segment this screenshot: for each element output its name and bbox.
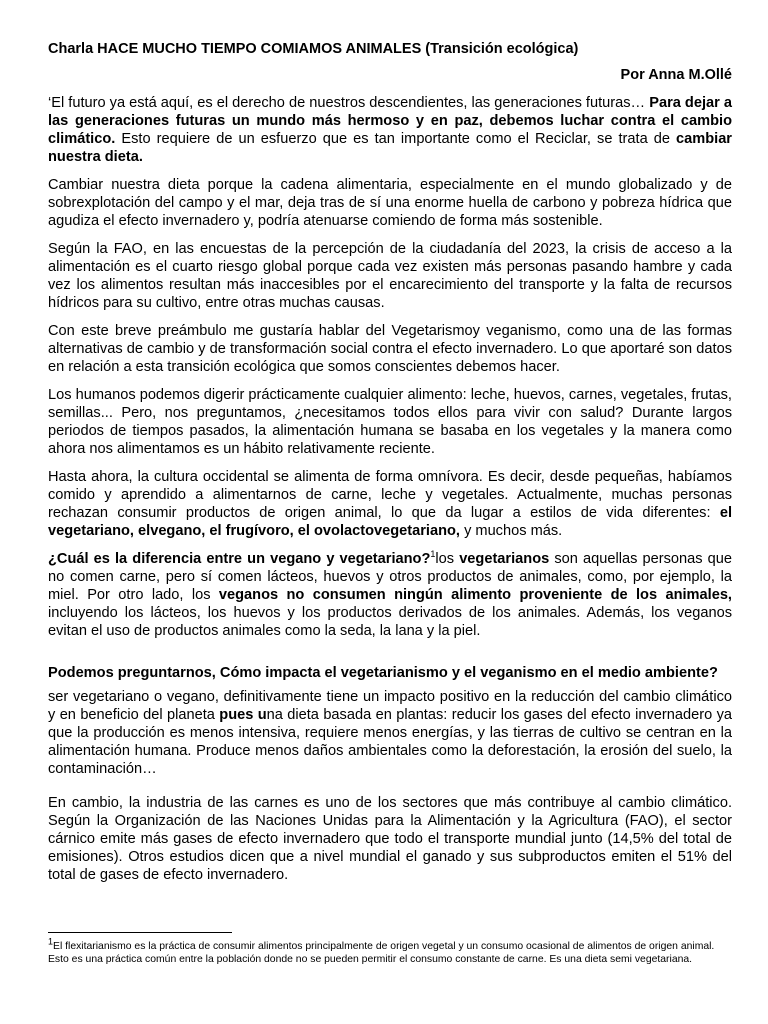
footnote [48, 936, 720, 966]
p7-question: ¿Cuál es la diferencia entre un vegano y vegetariano? [48, 551, 431, 567]
p1-text-c: Esto requiere de un esfuerzo que es tan importante como el Reciclar, se trata de [121, 131, 670, 147]
paragraph-6 [48, 468, 732, 540]
p7-bold-d: veganos no consumen ningún alimento proveniente de los animales, [218, 587, 732, 603]
paragraph-4: Con este breve preámbulo me gustaría hablar del Vegetarismoy veganismo, como una de las formas alternativas de cambio y de transformación social contra el efecto invernadero. Lo que aportaré son datos en relación a esta transición ecológica que somos conscientes debemos hacer. [48, 323, 732, 375]
p1-bold-b: Para dejar a las generaciones futuras un mundo más hermoso y en paz, debemos luchar contra el cambio climático. [48, 95, 732, 147]
p1-bold-d: cambiar nuestra dieta. [48, 131, 732, 165]
paragraph-7 [48, 550, 732, 640]
p6-text-a: Hasta ahora, la cultura occidental se alimenta de forma omnívora. Es decir, desde pequeñas, habíamos comido y aprendido a alimentarnos de carne, leche y vegetales. Actualmente, muchas personas rechazan consumir productos de origen animal, lo que da lugar a estilos de vida diferentes: [48, 469, 732, 521]
paragraph-9: En cambio, la industria de las carnes es uno de los sectores que más contribuye al cambio climático. Según la Organización de las Naciones Unidas para la Alimentación y la Agricultura (FAO), el sector cárnico emite más gases de efecto invernadero que todo el transporte mundial junto (14,5% del total de emisiones). Otros estudios dicen que a nivel mundial el ganado y sus subproductos emiten el 51% del total de gases de efecto invernadero. [48, 795, 732, 883]
author-line: Por Anna M.Ollé [620, 67, 732, 83]
paragraph-5: Los humanos podemos digerir prácticamente cualquier alimento: leche, huevos, carnes, vegetales, frutas, semillas... Pero, nos preguntamos, ¿necesitamos todos ellos para vivir con salud? Durante largos periodos de tiempos pasados, la alimentación humana se basaba en los vegetales y la manera como ahora nos alimentamos es un hábito relativamente reciente. [48, 387, 732, 457]
footnote-text: El flexitarianismo es la práctica de consumir alimentos principalmente de origen vegetal y un consumo ocasional de alimentos de origen animal. Esto es una práctica común entre la población donde no se pueden permitir el consumo constante de carne. Es una dieta semi vegetariana. [48, 941, 715, 965]
paragraph-3: Según la FAO, en las encuestas de la percepción de la ciudadanía del 2023, la crisis de acceso a la alimentación es el cuarto riesgo global porque cada vez existen más personas pasando hambre y cada vez los alimentos resultan más inaccesibles por el encarecimiento del transporte y la falta de recursos hídricos para su cultivo, entre otras muchas causas. [48, 241, 732, 311]
paragraph-8 [48, 688, 732, 778]
footnote-divider [48, 932, 232, 933]
p7-text-c: son aquellas personas que no comen carne, pero sí comen lácteos, huevos y otros productos de animales, como, por ejemplo, la miel. Por otro lado, los [48, 551, 732, 603]
document-body [48, 40, 732, 894]
p7-bold-b: vegetarianos [459, 551, 550, 567]
section-heading: Podemos preguntarnos, Cómo impacta el vegetarianismo y el veganismo en el medio ambiente? [48, 665, 718, 681]
p7-text-a: los [435, 551, 455, 567]
p6-bold-b: el vegetariano, elvegano, el frugívoro, el ovolactovegetariano, [48, 505, 732, 539]
paragraph-2: Cambiar nuestra dieta porque la cadena alimentaria, especialmente en el mundo globalizado y de sobrexplotación del campo y el mar, deja tras de sí una enorme huella de carbono y pobreza hídrica que agudiza el efecto invernadero y, podría atenuarse comiendo de forma más sostenible. [48, 177, 732, 229]
paragraph-1 [48, 94, 732, 166]
p7-text-e: incluyendo los lácteos, los huevos y los productos derivados de los animales. Además, los veganos evitan el uso de productos animales como la seda, la lana y la piel. [48, 605, 732, 639]
p8-text-a: ser vegetariano o vegano, definitivamente tiene un impacto positivo en la reducción del cambio climático y en beneficio del planeta [48, 689, 732, 723]
p1-text-a: ‘El futuro ya está aquí, es el derecho de nuestros descendientes, las generaciones futuras… [48, 95, 646, 111]
p8-text-c: na dieta basada en plantas: reducir los gases del efecto invernadero ya que la producción es menos intensiva, requiere menos energías, y las tierras de cultivo se centran en la alimentación humana. Produce menos daños ambientales como la deforestación, la erosión del suelo, la contaminación… [48, 707, 732, 777]
footnote-number: 1 [48, 936, 54, 947]
p6-text-c: y muchos más. [464, 523, 563, 539]
footnote-ref: 1 [430, 549, 436, 560]
document-title: Charla HACE MUCHO TIEMPO COMIAMOS ANIMALES (Transición ecológica) [48, 41, 579, 57]
p8-bold-b: pues u [219, 707, 267, 723]
